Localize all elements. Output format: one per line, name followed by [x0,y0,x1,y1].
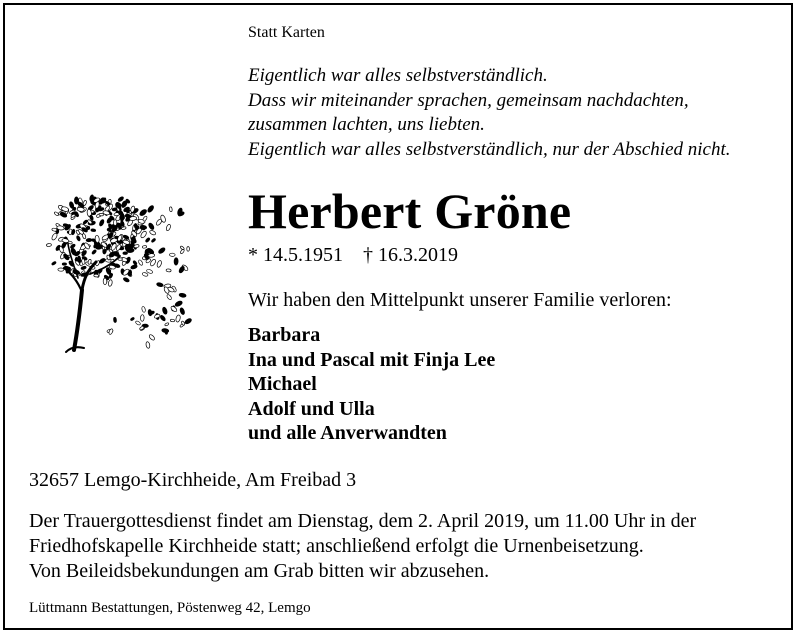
birth-date: * 14.5.1951 [248,244,343,266]
mourner: Ina und Pascal mit Finja Lee [248,348,496,371]
poem-line: Eigentlich war alles selbstverständlich, nur der Abschied nicht. [248,138,731,160]
death-date: † 16.3.2019 [363,244,458,266]
poem [248,64,731,162]
family-intro: Wir haben den Mittelpunkt unserer Familie verloren: [248,289,672,311]
family-address: 32657 Lemgo-Kirchheide, Am Freibad 3 [29,469,357,491]
poem-line: Eigentlich war alles selbstverständlich. [248,65,548,86]
poem-line: zusammen lachten, uns liebten. [248,114,485,135]
mourner: Michael [248,373,317,395]
service-line: Friedhofskapelle Kirchheide statt; anschließend erfolgt die Urnenbeisetzung. [29,535,644,557]
life-dates [248,244,458,267]
service-line: Von Beileidsbekundungen am Grab bitten wir abzusehen. [29,560,490,582]
poem-line: Dass wir miteinander sprachen, gemeinsam nachdachten, [248,89,689,111]
funeral-home-note: Lüttmann Bestattungen, Pöstenweg 42, Lemgo [29,600,311,616]
service-info [29,509,696,584]
mourner: und alle Anverwandten [248,422,447,444]
tree-with-falling-leaves-icon [40,178,200,356]
mourner: Adolf und Ulla [248,397,375,420]
mourner: Barbara [248,324,321,346]
service-line: Der Trauergottesdienst findet am Dienstag, dem 2. April 2019, um 11.00 Uhr in der [29,510,697,532]
header-note: Statt Karten [248,24,325,41]
mourners-list [248,323,495,446]
tree-canopy [46,194,156,286]
deceased-name: Herbert Gröne [248,183,572,239]
